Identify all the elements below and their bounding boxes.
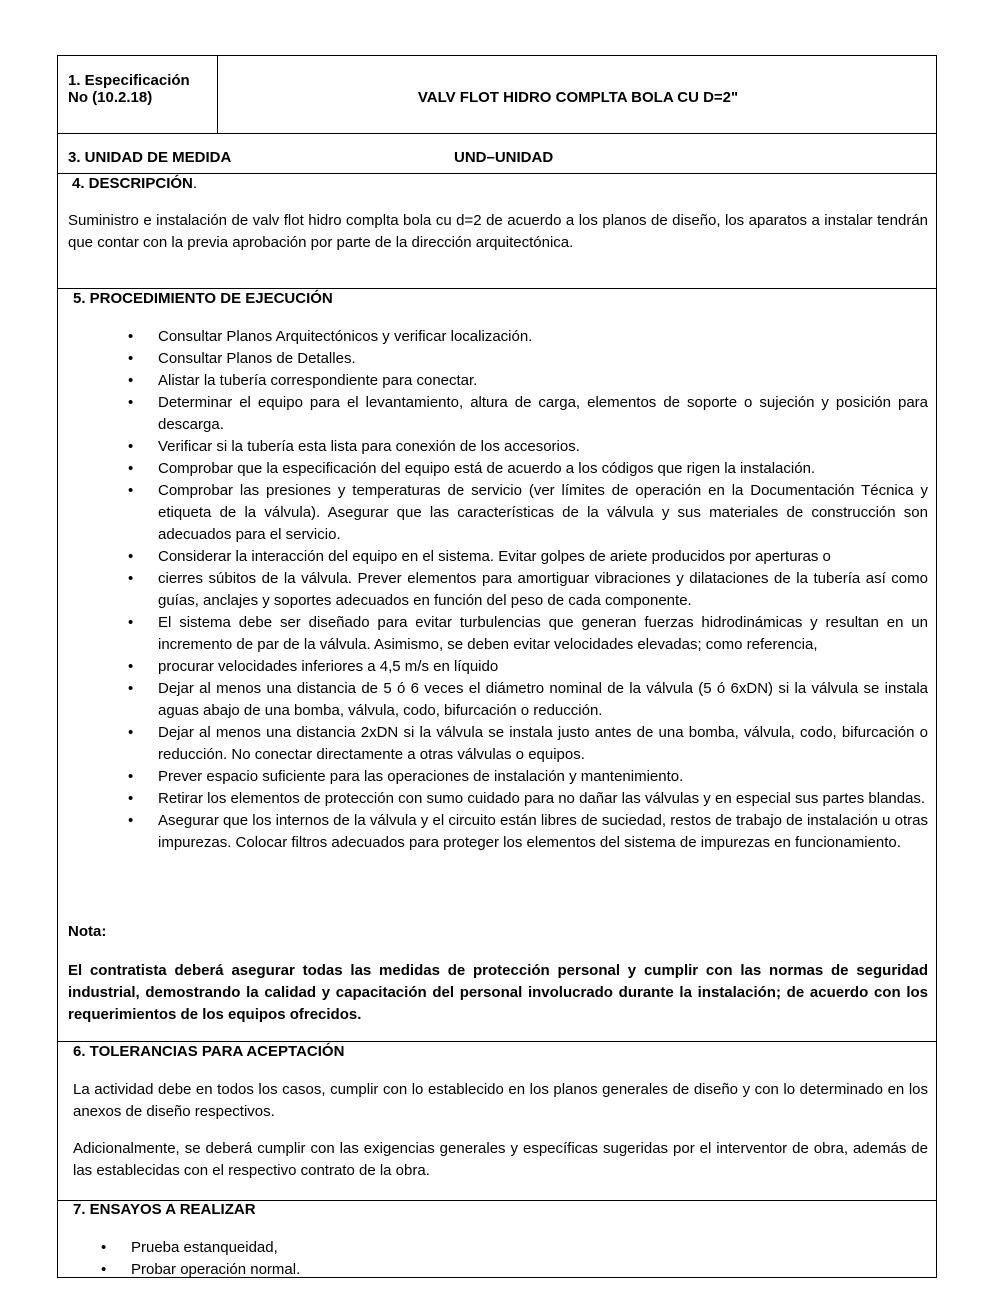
unit-label: 3. UNIDAD DE MEDIDA (68, 149, 232, 166)
list-item: • cierres súbitos de la válvula. Prever elementos para amortiguar vibraciones y dilataciones de la tubería así como guías, anclajes y soportes adecuados en función del peso de cada componente. (158, 568, 928, 612)
tolerances-heading: 6. TOLERANCIAS PARA ACEPTACIÓN (73, 1043, 345, 1060)
divider (58, 133, 936, 134)
list-item: • Prever espacio suficiente para las operaciones de instalación y mantenimiento. (158, 766, 928, 788)
note-label: Nota: (68, 923, 107, 940)
description-heading (72, 175, 197, 192)
divider (58, 288, 936, 289)
description-text: Suministro e instalación de valv flot hidro complta bola cu d=2 de acuerdo a los planos de diseño, los aparatos a instalar tendrán que contar con la previa aprobación por parte de la dirección arquitectónica. (68, 212, 928, 251)
list-item: • procurar velocidades inferiores a 4,5 m/s en líquido (158, 656, 928, 678)
spec-sheet-frame (57, 55, 937, 1278)
list-item: • Dejar al menos una distancia 2xDN si la válvula se instala justo antes de una bomba, válvula, codo, bifurcación o reducción. No conectar directamente a otras válvulas o equipos. (158, 722, 928, 766)
spec-number-line1: 1. Especificación (68, 72, 190, 89)
procedure-heading: 5. PROCEDIMIENTO DE EJECUCIÓN (73, 290, 333, 307)
tolerances-paragraph: La actividad debe en todos los casos, cumplir con lo establecido en los planos generales de diseño y con lo determinado en los anexos de diseño respectivos. (73, 1081, 928, 1120)
divider (58, 1041, 936, 1042)
description-heading-suffix: . (192, 175, 198, 192)
tolerances-paragraph: Adicionalmente, se deberá cumplir con las exigencias generales y específicas sugeridas por el interventor de obra, además de las establecidas con el respectivo contrato de la obra. (73, 1140, 928, 1179)
list-item: • Consultar Planos de Detalles. (158, 348, 928, 370)
spec-number-line2: No (10.2.18) (68, 89, 153, 106)
list-item: • Verificar si la tubería esta lista para conexión de los accesorios. (158, 436, 928, 458)
divider (58, 173, 936, 174)
list-item: • Dejar al menos una distancia de 5 ó 6 veces el diámetro nominal de la válvula (5 ó 6xDN) si la válvula se instala aguas abajo de una bomba, válvula, codo, bifurcación o reducción. (158, 678, 928, 722)
list-item: • Considerar la interacción del equipo en el sistema. Evitar golpes de ariete producidos por aperturas o (158, 546, 928, 568)
procedure-list (158, 326, 928, 854)
list-item: • Determinar el equipo para el levantamiento, altura de carga, elementos de soporte o sujeción y posición para descarga. (158, 392, 928, 436)
spec-title: VALV FLOT HIDRO COMPLTA BOLA CU D=2" (417, 89, 739, 106)
spec-number (68, 72, 213, 106)
list-item: • Retirar los elementos de protección con sumo cuidado para no dañar las válvulas y en especial sus partes blandas. (158, 788, 928, 810)
list-item: • Asegurar que los internos de la válvula y el circuito están libres de suciedad, restos de trabajo de instalación u otras impurezas. Colocar filtros adecuados para proteger los elementos del sistema de impurezas en funcionamiento. (158, 810, 928, 854)
tests-list (131, 1237, 831, 1281)
list-item: • Prueba estanqueidad, (131, 1237, 831, 1259)
tests-heading: 7. ENSAYOS A REALIZAR (73, 1201, 256, 1218)
list-item: • Probar operación normal. (131, 1259, 831, 1281)
list-item: • Alistar la tubería correspondiente para conectar. (158, 370, 928, 392)
note-text: El contratista deberá asegurar todas las medidas de protección personal y cumplir con las normas de seguridad industrial, demostrando la calidad y capacitación del personal involucrado durante la instalación; de acuerdo con los requerimientos de los equipos ofrecidos. (68, 962, 928, 1023)
list-item: • Consultar Planos Arquitectónicos y verificar localización. (158, 326, 928, 348)
list-item: • El sistema debe ser diseñado para evitar turbulencias que generan fuerzas hidrodinámicas y resultan en un incremento de par de la válvula. Asimismo, se deben evitar velocidades elevadas; como referencia, (158, 612, 928, 656)
description-heading-text: 4. DESCRIPCIÓN (72, 175, 193, 192)
list-item: • Comprobar las presiones y temperaturas de servicio (ver límites de operación en la Documentación Técnica y etiqueta de la válvula). Asegurar que las características de la válvula y sus materiales de construcción son adecuados para el servicio. (158, 480, 928, 546)
unit-value: UND–UNIDAD (454, 149, 554, 166)
list-item: • Comprobar que la especificación del equipo está de acuerdo a los códigos que rigen la instalación. (158, 458, 928, 480)
